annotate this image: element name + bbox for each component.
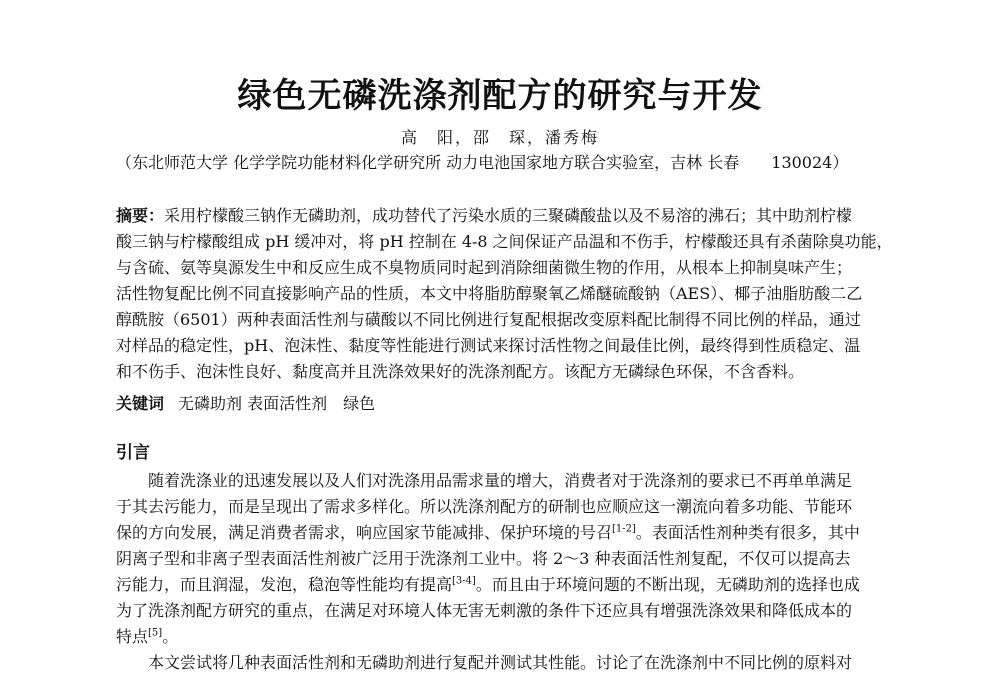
body-line: 本文尝试将几种表面活性剂和无磷助剂进行复配并测试其性能。讨论了在洗涤剂中不同比例的原料对: [148, 653, 853, 672]
body-text: 。: [162, 627, 179, 646]
body-text: 。而且由于环境问题的不断出现，无磷助剂的选择也成: [475, 575, 860, 594]
keywords-label: 关键词: [116, 394, 165, 413]
abstract-line: 活性物复配比例不同直接影响产品的性质，本文中将脂肪醇聚氧乙烯醚硫酸钠（AES）、椰子油脂肪酸二乙: [116, 284, 863, 303]
abstract: [116, 203, 916, 385]
abstract-line: 酸三钠与柠檬酸组成 pH 缓冲对，将 pH 控制在 4-8 之间保证产品温和不伤手，柠檬酸还具有杀菌除臭功能，: [116, 232, 893, 251]
citation-ref: [3-4]: [452, 575, 476, 587]
abstract-line: 对样品的稳定性，pH、泡沫性、黏度等性能进行测试来探讨活性物之间最佳比例，最终得到性质稳定、温: [116, 336, 861, 355]
body-line: [116, 572, 916, 598]
intro-body: [116, 468, 916, 676]
keywords-line: [116, 391, 916, 417]
keywords: [116, 391, 916, 417]
body-text: 污能力，而且润湿，发泡，稳泡等性能均有提高: [116, 575, 453, 594]
body-line: 为了洗涤剂配方研究的重点，在满足对环境人体无害无刺激的条件下还应具有增强洗涤效果和降低成本的: [116, 601, 853, 620]
body-line: [116, 520, 916, 546]
body-line: 随着洗涤业的迅速发展以及人们对洗涤用品需求量的增大，消费者对于洗涤剂的要求已不再单单满足: [148, 471, 853, 490]
body-text: 保的方向发展，满足消费者需求，响应国家节能减排、保护环境的号召: [116, 523, 613, 542]
paper-title: 绿色无磷洗涤剂配方的研究与开发: [237, 76, 763, 116]
keywords-text: 无磷助剂 表面活性剂 绿色: [178, 394, 376, 413]
author-list: 高 阳，邵 琛，潘秀梅: [400, 128, 599, 147]
abstract-line: 与含硫、氨等臭源发生中和反应生成不臭物质同时起到消除细菌微生物的作用，从根本上抑制臭味产生；: [116, 258, 853, 277]
abstract-line: [116, 203, 916, 229]
body-text: 。表面活性剂种类有很多，其中: [635, 523, 860, 542]
abstract-line: 醇酰胺（6501）两种表面活性剂与磺酸以不同比例进行复配根据改变原料配比制得不同比例的样品，通过: [116, 310, 861, 329]
abstract-line: 和不伤手、泡沫性良好、黏度高并且洗涤效果好的洗涤剂配方。该配方无磷绿色环保，不含香料。: [116, 362, 805, 381]
affiliation: （东北师范大学 化学学院功能材料化学研究所 动力电池国家地方联合实验室，吉林 长春 130024）: [116, 153, 849, 172]
abstract-text: 采用柠檬酸三钠作无磷助剂，成功替代了污染水质的三聚磷酸盐以及不易溶的沸石；其中助剂柠檬: [164, 206, 853, 225]
body-line: [116, 624, 916, 650]
section-heading-intro: 引言: [116, 443, 150, 463]
citation-ref: [1-2]: [612, 523, 636, 535]
body-line: 于其去污能力，而是呈现出了需求多样化。所以洗涤剂配方的研制也应顺应这一潮流向着多功能、节能环: [116, 497, 853, 516]
abstract-label: 摘要：: [116, 206, 165, 225]
body-line: 阴离子型和非离子型表面活性剂被广泛用于洗涤剂工业中。将 2～3 种表面活性剂复配，不仅可以提高去: [116, 549, 851, 568]
citation-ref: [5]: [148, 627, 163, 639]
body-text: 特点: [116, 627, 149, 646]
